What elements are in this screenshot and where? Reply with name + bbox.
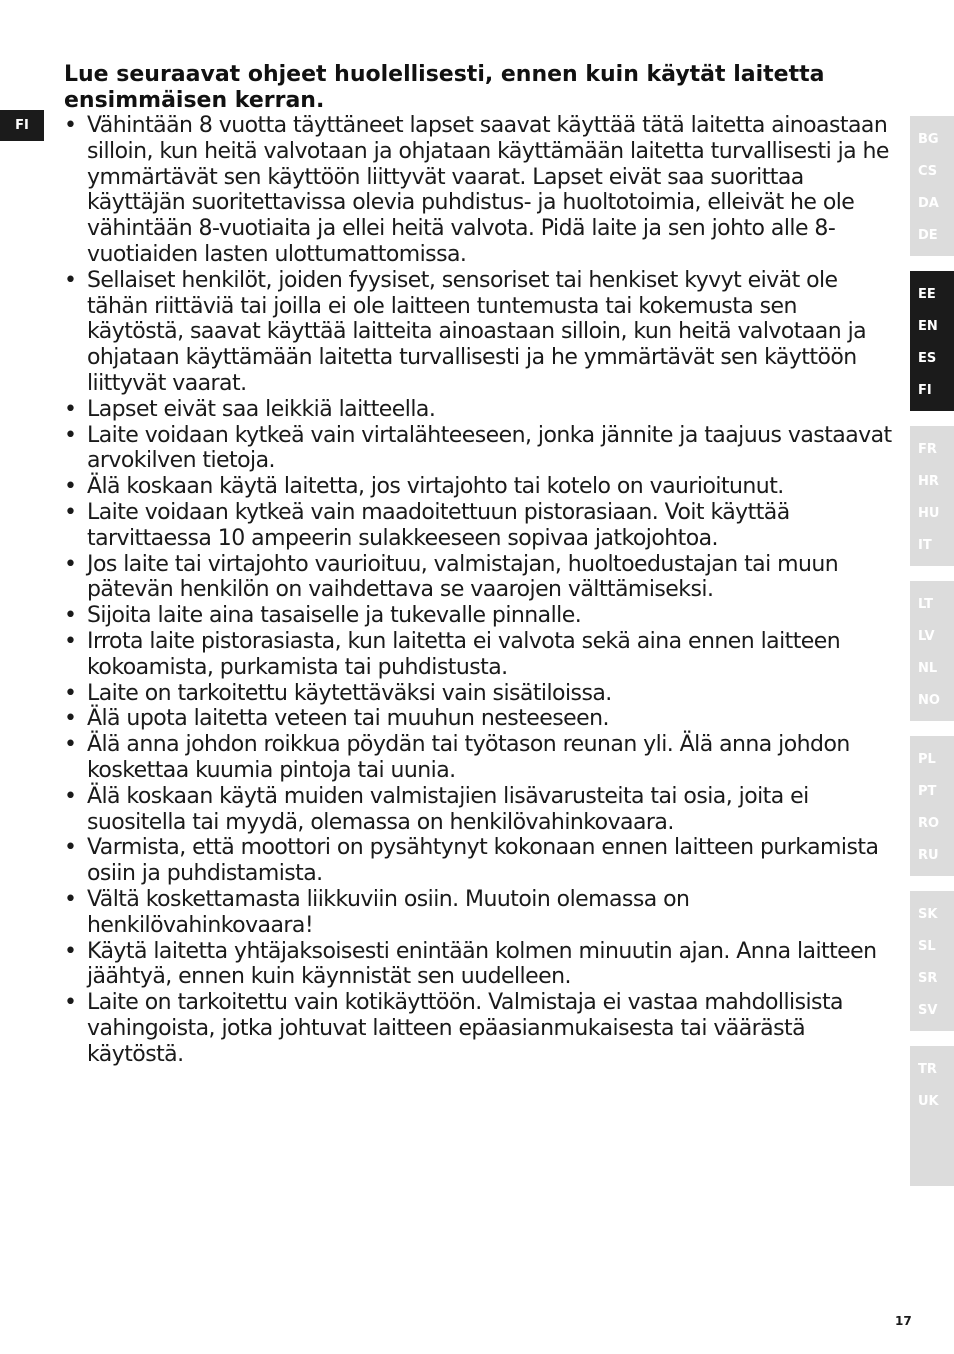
language-code-ru[interactable]: RU — [918, 848, 939, 863]
language-code-hr[interactable]: HR — [918, 474, 939, 489]
language-group — [910, 891, 954, 1031]
instruction-item: • Laite on tarkoitettu vain kotikäyttöön. Valmistaja ei vastaa mahdollisista vahingoista, jotka johtuvat laitteen epäasianmukaisesta tai väärästä käytöstä. — [64, 990, 892, 1067]
language-group — [910, 271, 954, 411]
language-group — [910, 426, 954, 566]
language-code-lt[interactable]: LT — [918, 597, 933, 612]
instruction-item: • Älä koskaan käytä muiden valmistajien lisävarusteita tai osia, joita ei suositella tai myydä, olemassa on henkilövahinkovaara. — [64, 784, 892, 836]
language-code-pl[interactable]: PL — [918, 752, 936, 767]
language-code-de[interactable]: DE — [918, 228, 938, 243]
language-code-es[interactable]: ES — [918, 351, 937, 366]
instruction-item: • Älä koskaan käytä laitetta, jos virtajohto tai kotelo on vaurioitunut. — [64, 474, 892, 500]
language-code-no[interactable]: NO — [918, 693, 940, 708]
language-code-ro[interactable]: RO — [918, 816, 940, 831]
instruction-item: • Laite voidaan kytkeä vain maadoitettuun pistorasiaan. Voit käyttää tarvittaessa 10 ampeerin sulakkeeseen sopivaa jatkojohtoa. — [64, 500, 892, 552]
language-group — [910, 1046, 954, 1186]
main-content — [64, 62, 892, 1067]
current-language-tab: FI — [0, 110, 44, 141]
language-code-en[interactable]: EN — [918, 319, 938, 334]
language-group — [910, 736, 954, 876]
instruction-item: • Vähintään 8 vuotta täyttäneet lapset saavat käyttää tätä laitetta ainoastaan silloin, kun heitä valvotaan ja ohjataan käyttämään laitetta turvallisesti ja he ymmärtävät sen käyttöön liittyvät vaarat. Lapset eivät saa suorittaa käyttäjän suoritettavissa olevia puhdistus- ja huoltotoimia, elleivät he ole vähintään 8-vuotiaita ja ellei heitä valvota. Pidä laite ja sen johto alle 8-vuotiaiden lasten ulottumattomissa. — [64, 113, 892, 268]
instruction-item: • Vältä koskettamasta liikkuviin osiin. Muutoin olemassa on henkilövahinkovaara! — [64, 887, 892, 939]
instruction-item: • Jos laite tai virtajohto vaurioituu, valmistajan, huoltoedustajan tai muun pätevän henkilön on vaihdettava se vaarojen välttämiseksi. — [64, 552, 892, 604]
instruction-item: • Lapset eivät saa leikkiä laitteella. — [64, 397, 892, 423]
language-code-sl[interactable]: SL — [918, 939, 936, 954]
language-code-uk[interactable]: UK — [918, 1094, 939, 1109]
language-code-ee[interactable]: EE — [918, 287, 936, 302]
language-code-da[interactable]: DA — [918, 196, 939, 211]
instruction-item: • Älä upota laitetta veteen tai muuhun nesteeseen. — [64, 706, 892, 732]
language-code-lv[interactable]: LV — [918, 629, 935, 644]
language-code-tr[interactable]: TR — [918, 1062, 937, 1077]
language-group — [910, 116, 954, 256]
instruction-item: • Sellaiset henkilöt, joiden fyysiset, sensoriset tai henkiset kyvyt eivät ole tähän riittäviä tai joilla ei ole laitteen tuntemusta tai kokemusta sen käytöstä, saavat käyttää laitteita ainoastaan silloin, kun heitä valvotaan ja ohjataan käyttämään laitetta turvallisesti ja he ymmärtävät sen käyttöön liittyvät vaarat. — [64, 268, 892, 397]
language-code-hu[interactable]: HU — [918, 506, 940, 521]
language-code-bg[interactable]: BG — [918, 132, 939, 147]
instruction-item: • Sijoita laite aina tasaiselle ja tukevalle pinnalle. — [64, 603, 892, 629]
language-code-pt[interactable]: PT — [918, 784, 937, 799]
language-code-sr[interactable]: SR — [918, 971, 938, 986]
instruction-item: • Käytä laitetta yhtäjaksoisesti enintään kolmen minuutin ajan. Anna laitteen jäähtyä, ennen kuin käynnistät sen uudelleen. — [64, 939, 892, 991]
language-group — [910, 581, 954, 721]
instruction-item: • Varmista, että moottori on pysähtynyt kokonaan ennen laitteen purkamista osiin ja puhdistamista. — [64, 835, 892, 887]
instruction-item: • Älä anna johdon roikkua pöydän tai työtason reunan yli. Älä anna johdon koskettaa kuumia pintoja tai uunia. — [64, 732, 892, 784]
page-heading: Lue seuraavat ohjeet huolellisesti, ennen kuin käytät laitetta ensimmäisen kerran. — [64, 62, 825, 113]
instruction-item: • Laite voidaan kytkeä vain virtalähteeseen, jonka jännite ja taajuus vastaavat arvokilven tietoja. — [64, 423, 892, 475]
language-code-fr[interactable]: FR — [918, 442, 937, 457]
instruction-item: • Laite on tarkoitettu käytettäväksi vain sisätiloissa. — [64, 681, 892, 707]
language-code-fi[interactable]: FI — [918, 383, 932, 398]
instruction-item: • Irrota laite pistorasiasta, kun laitetta ei valvota sekä aina ennen laitteen kokoamista, purkamista tai puhdistusta. — [64, 629, 892, 681]
language-code-nl[interactable]: NL — [918, 661, 938, 676]
safety-instructions-list — [64, 113, 892, 1067]
page-number: 17 — [895, 1314, 912, 1328]
language-code-it[interactable]: IT — [918, 538, 932, 553]
language-code-sk[interactable]: SK — [918, 907, 938, 922]
language-code-sv[interactable]: SV — [918, 1003, 938, 1018]
language-code-cs[interactable]: CS — [918, 164, 938, 179]
